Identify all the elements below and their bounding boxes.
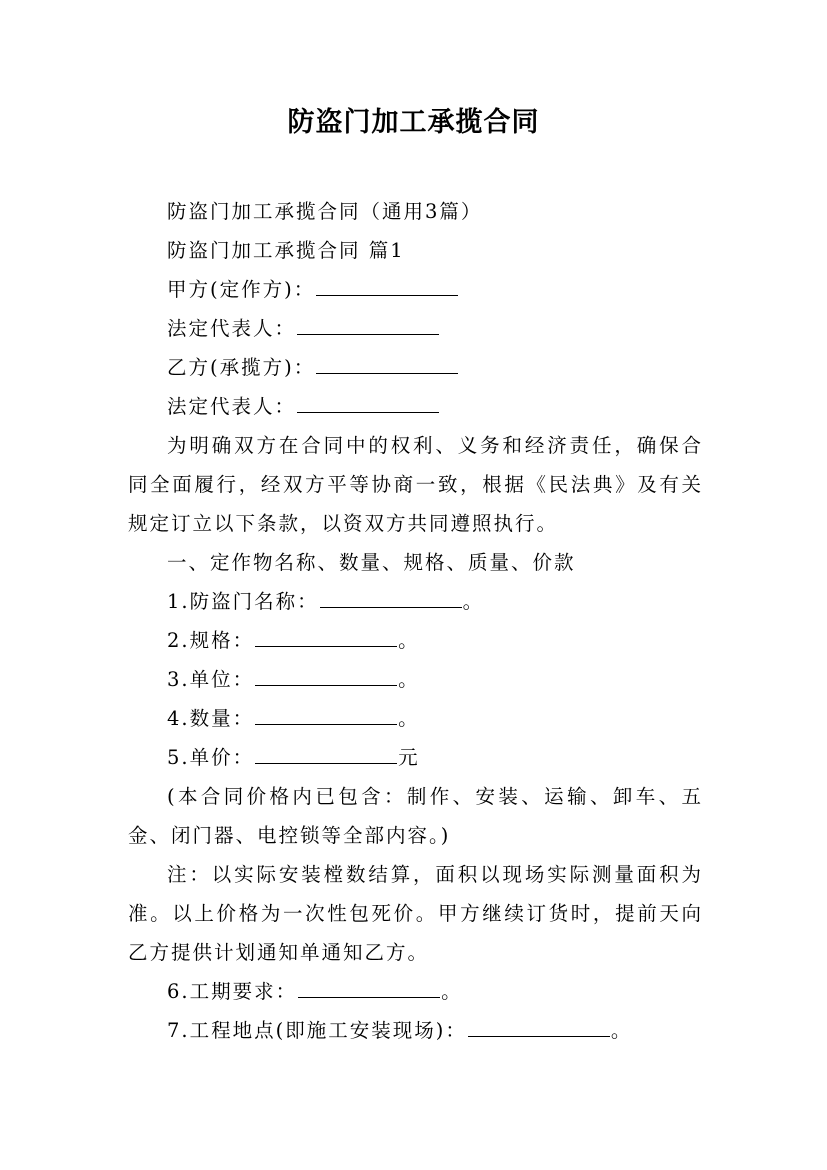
party-b-blank xyxy=(316,372,458,374)
item-quantity xyxy=(128,699,703,738)
item-price-blank xyxy=(255,762,397,764)
item-price-label: 5.单价： xyxy=(167,746,255,769)
item-price-suffix: 元 xyxy=(398,746,420,769)
item-price xyxy=(128,738,703,777)
price-note: (本合同价格内已包含：制作、安装、运输、卸车、五金、闭门器、电控锁等全部内容。) xyxy=(128,785,703,847)
item-quantity-label: 4.数量： xyxy=(167,707,255,730)
party-a-label: 甲方(定作方)： xyxy=(167,278,316,301)
document-body xyxy=(128,192,703,1050)
section-heading: 一、定作物名称、数量、规格、质量、价款 xyxy=(167,551,576,574)
item-door-name-label: 1.防盗门名称： xyxy=(167,590,319,613)
rep-b-line xyxy=(128,387,703,426)
party-a-line xyxy=(128,270,703,309)
item-location-label: 7.工程地点(即施工安装现场)： xyxy=(167,1019,467,1042)
party-b-label: 乙方(承揽方)： xyxy=(167,356,316,379)
item-spec-blank xyxy=(255,645,397,647)
item-spec xyxy=(128,621,703,660)
item-duration-suffix: 。 xyxy=(441,980,463,1003)
item-unit-blank xyxy=(255,684,397,686)
item-duration-blank xyxy=(298,996,440,998)
item-spec-suffix: 。 xyxy=(398,629,420,652)
item-unit-label: 3.单位： xyxy=(167,668,255,691)
item-duration xyxy=(128,972,703,1011)
item-quantity-suffix: 。 xyxy=(398,707,420,730)
item-unit xyxy=(128,660,703,699)
item-location xyxy=(128,1011,703,1050)
rep-b-blank xyxy=(297,411,439,413)
item-spec-label: 2.规格： xyxy=(167,629,255,652)
subtitle: 防盗门加工承揽合同（通用3篇） xyxy=(167,200,483,223)
rep-a-label: 法定代表人： xyxy=(167,317,297,340)
intro-paragraph: 为明确双方在合同中的权利、义务和经济责任，确保合同全面履行，经双方平等协商一致，根据《民法典》及有关规定订立以下条款，以资双方共同遵照执行。 xyxy=(128,434,703,535)
rep-b-label: 法定代表人： xyxy=(167,395,297,418)
document-title: 防盗门加工承揽合同 xyxy=(287,107,540,138)
party-b-line xyxy=(128,348,703,387)
item-duration-label: 6.工期要求： xyxy=(167,980,298,1003)
note-paragraph: 注：以实际安装樘数结算，面积以现场实际测量面积为准。以上价格为一次性包死价。甲方继续订货时，提前天向乙方提供计划通知单通知乙方。 xyxy=(128,863,703,964)
item-door-name xyxy=(128,582,703,621)
item-unit-suffix: 。 xyxy=(398,668,420,691)
party-a-blank xyxy=(316,294,458,296)
item-quantity-blank xyxy=(255,723,397,725)
rep-a-blank xyxy=(297,333,439,335)
rep-a-line xyxy=(128,309,703,348)
item-door-name-blank xyxy=(320,606,462,608)
item-door-name-suffix: 。 xyxy=(462,590,485,613)
item-location-suffix: 。 xyxy=(610,1019,633,1042)
item-location-blank xyxy=(468,1035,610,1037)
part-heading: 防盗门加工承揽合同 篇1 xyxy=(167,239,405,262)
